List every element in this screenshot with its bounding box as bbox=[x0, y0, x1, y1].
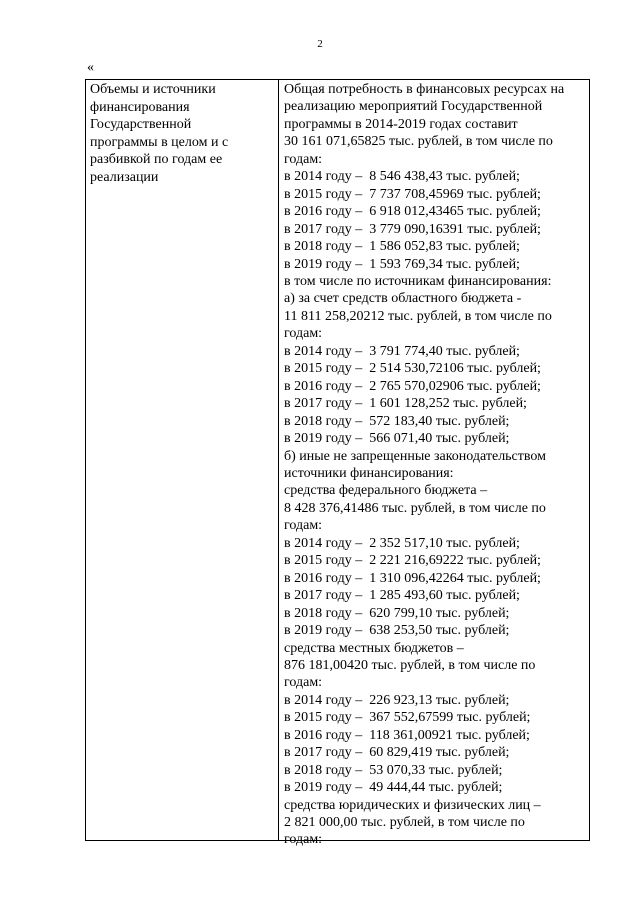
content-line: 876 181,00420 тыс. рублей, в том числе по bbox=[284, 657, 536, 673]
opening-quote-mark: « bbox=[87, 60, 94, 75]
content-line: в 2017 году – 3 779 090,16391 тыс. рублей; bbox=[284, 221, 541, 237]
content-line: в 2019 году – 566 071,40 тыс. рублей; bbox=[284, 431, 510, 447]
content-line: Общая потребность в финансовых ресурсах на bbox=[284, 82, 565, 97]
label-line: разбивкой по годам ее bbox=[90, 152, 223, 167]
label-line: программы в целом и с bbox=[90, 134, 229, 150]
content-line: в 2018 году – 572 183,40 тыс. рублей; bbox=[284, 413, 510, 429]
content-line: 30 161 071,65825 тыс. рублей, в том числе по bbox=[284, 134, 553, 150]
content-line: средства местных бюджетов – bbox=[284, 640, 464, 656]
content-line: в 2017 году – 1 601 128,252 тыс. рублей; bbox=[284, 396, 527, 412]
content-line: в 2016 году – 1 310 096,42264 тыс. рублей; bbox=[284, 570, 541, 586]
content-line: программы в 2014-2019 годах составит bbox=[284, 116, 518, 132]
content-line: в 2014 году – 3 791 774,40 тыс. рублей; bbox=[284, 343, 520, 359]
label-line: Государственной bbox=[90, 117, 192, 132]
label-line: реализации bbox=[90, 169, 159, 185]
content-line: в 2017 году – 1 285 493,60 тыс. рублей; bbox=[284, 588, 520, 604]
content-line: в 2018 году – 620 799,10 тыс. рублей; bbox=[284, 605, 510, 621]
label-line: Объемы и источники bbox=[90, 82, 216, 97]
content-line: годам: bbox=[284, 151, 323, 167]
content-line: в 2014 году – 8 546 438,43 тыс. рублей; bbox=[284, 169, 520, 185]
page-number: 2 bbox=[317, 38, 323, 50]
content-line: в 2017 году – 60 829,419 тыс. рублей; bbox=[284, 745, 510, 761]
content-line: 2 821 000,00 тыс. рублей, в том числе по bbox=[284, 815, 525, 831]
table-cell-content bbox=[279, 80, 589, 848]
content-line: в 2018 году – 1 586 052,83 тыс. рублей; bbox=[284, 239, 520, 255]
content-line: реализацию мероприятий Государственной bbox=[284, 99, 543, 115]
content-line: в 2019 году – 49 444,44 тыс. рублей; bbox=[284, 780, 503, 796]
content-line: в 2019 году – 1 593 769,34 тыс. рублей; bbox=[284, 256, 520, 272]
table-cell-label bbox=[86, 80, 279, 840]
content-line: средства юридических и физических лиц – bbox=[284, 797, 541, 813]
content-line: в 2016 году – 2 765 570,02906 тыс. рублей; bbox=[284, 378, 541, 394]
content-line: источники финансирования: bbox=[284, 465, 454, 481]
content-line: в 2019 году – 638 253,50 тыс. рублей; bbox=[284, 623, 510, 639]
content-line: в 2018 году – 53 070,33 тыс. рублей; bbox=[284, 762, 503, 778]
content-line: в 2015 году – 367 552,67599 тыс. рублей; bbox=[284, 710, 531, 726]
content-line: годам: bbox=[284, 832, 323, 848]
content-line: годам: bbox=[284, 326, 323, 342]
content-line: 8 428 376,41486 тыс. рублей, в том числе по bbox=[284, 500, 546, 516]
content-line: в 2016 году – 6 918 012,43465 тыс. рублей; bbox=[284, 204, 541, 220]
content-line: средства федерального бюджета – bbox=[284, 483, 488, 499]
content-line: в 2016 году – 118 361,00921 тыс. рублей; bbox=[284, 727, 530, 743]
content-line: годам: bbox=[284, 675, 323, 691]
content-line: в 2014 году – 2 352 517,10 тыс. рублей; bbox=[284, 535, 520, 551]
content-line: б) иные не запрещенные законодательством bbox=[284, 448, 547, 464]
content-line: в том числе по источникам финансирования: bbox=[284, 273, 552, 289]
label-line: финансирования bbox=[90, 99, 190, 115]
content-line: в 2015 году – 7 737 708,45969 тыс. рублей; bbox=[284, 186, 541, 202]
content-line: в 2014 году – 226 923,13 тыс. рублей; bbox=[284, 692, 510, 708]
financing-table bbox=[85, 79, 590, 848]
content-line: а) за счет средств областного бюджета - bbox=[284, 291, 522, 307]
content-line: годам: bbox=[284, 518, 323, 534]
content-line: в 2015 году – 2 221 216,69222 тыс. рублей; bbox=[284, 553, 541, 569]
content-line: в 2015 году – 2 514 530,72106 тыс. рублей; bbox=[284, 361, 541, 377]
content-line: 11 811 258,20212 тыс. рублей, в том числе по bbox=[284, 308, 552, 324]
